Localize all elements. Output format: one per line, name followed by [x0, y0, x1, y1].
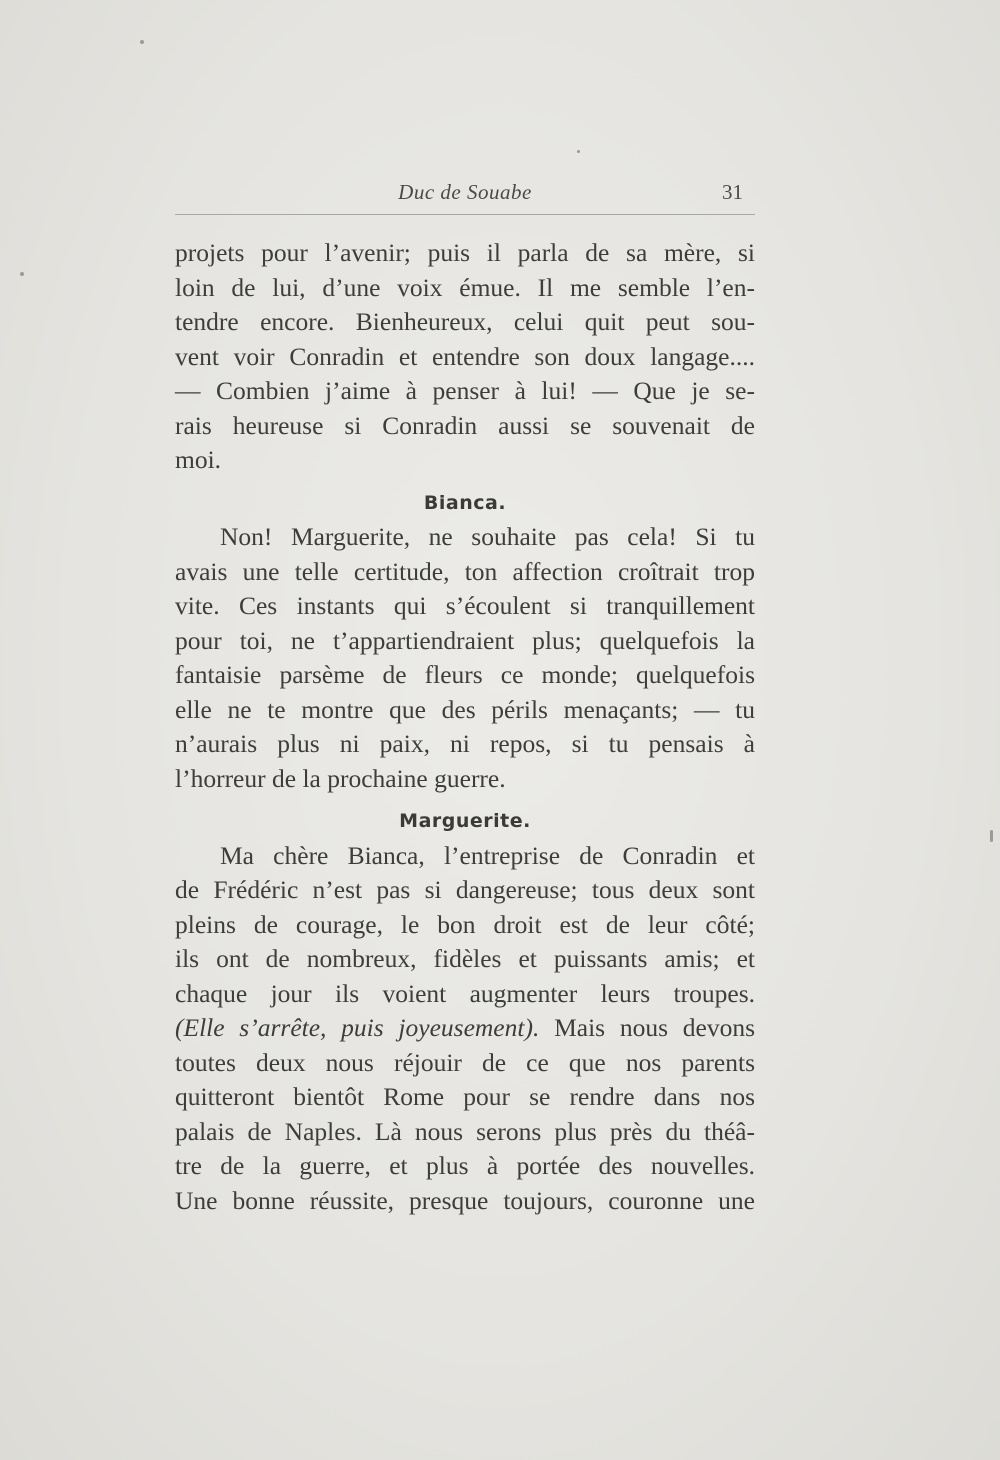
text-line: loin de lui, d’une voix émue. Il me semble l’en-: [175, 272, 755, 302]
text-line: pour toi, ne t’appartiendraient plus; quelquefois la: [175, 625, 755, 655]
text-line: vite. Ces instants qui s’écoulent si tranquillement: [175, 591, 755, 620]
text-line: moi.: [175, 445, 222, 474]
text-line: fantaisie parsème de fleurs ce monde; quelquefois: [175, 660, 755, 689]
text-line: tre de la guerre, et plus à portée des nouvelles.: [175, 1151, 755, 1180]
speaker-name-marguerite: Marguerite.: [399, 810, 531, 832]
paper-speck: [140, 40, 144, 44]
speaker-name-bianca: Bianca.: [423, 491, 507, 514]
text-line: tendre encore. Bienheureux, celui quit peut sou-: [175, 307, 755, 336]
text-line: Non! Marguerite, ne souhaite pas cela! Si tu: [220, 522, 755, 551]
text-line: elle ne te montre que des périls menaçants; — tu: [175, 694, 755, 724]
text-line: vent voir Conradin et entendre son doux langage....: [175, 341, 755, 371]
text-line: rais heureuse si Conradin aussi se souvenait de: [175, 410, 755, 440]
paper-speck: [577, 150, 580, 153]
text-line: palais de Naples. Là nous serons plus près du théâ-: [175, 1116, 755, 1146]
paper-speck: [20, 272, 24, 276]
text-line: l’horreur de la prochaine guerre.: [175, 763, 506, 793]
text-line: Ma chère Bianca, l’entreprise de Conradin et: [220, 840, 755, 870]
paper-speck: [990, 830, 993, 842]
body-text: [175, 236, 755, 1218]
text-line: ils ont de nombreux, fidèles et puissants amis; et: [175, 944, 755, 973]
running-header: [175, 180, 755, 215]
page-number: 31: [722, 180, 743, 204]
text-fragment: Mais nous devons: [539, 1013, 755, 1042]
text-line: quitteront bientôt Rome pour se rendre dans nos: [175, 1082, 755, 1111]
text-line-with-stage-direction: [175, 1011, 755, 1046]
text-line: de Frédéric n’est pas si dangereuse; tous deux sont: [175, 875, 755, 904]
text-line: projets pour l’avenir; puis il parla de sa mère, si: [175, 238, 755, 267]
text-line: avais une telle certitude, ton affection croîtrait trop: [175, 556, 755, 586]
text-line: pleins de courage, le bon droit est de leur côté;: [175, 909, 755, 939]
running-title: Duc de Souabe: [398, 180, 532, 204]
text-line: toutes deux nous réjouir de ce que nos parents: [175, 1047, 755, 1077]
stage-direction: (Elle s’arrête, puis joyeusement).: [175, 1013, 540, 1042]
text-line: — Combien j’aime à penser à lui! — Que je se-: [175, 376, 755, 405]
text-line: Une bonne réussite, presque toujours, couronne une: [175, 1185, 755, 1215]
text-line: n’aurais plus ni paix, ni repos, si tu pensais à: [175, 729, 755, 758]
text-line: chaque jour ils voient augmenter leurs troupes.: [175, 978, 755, 1008]
